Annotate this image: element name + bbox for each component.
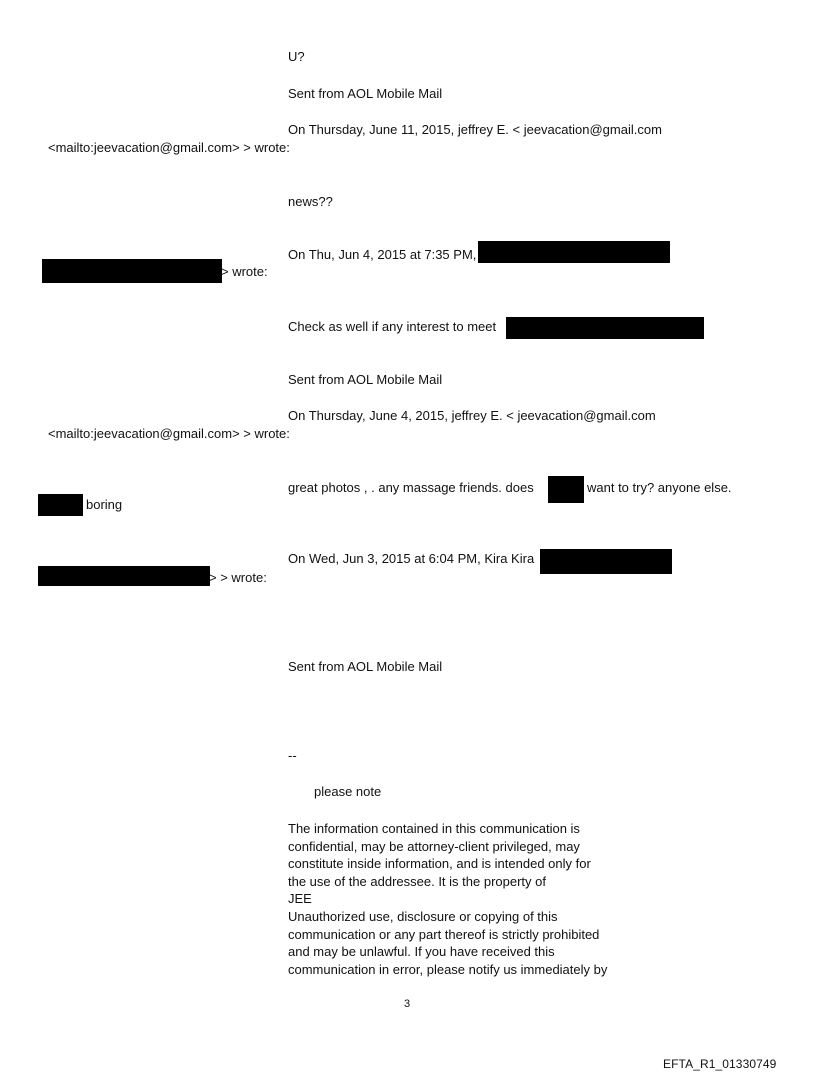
redaction-bar [38,494,83,516]
disclaimer-line: and may be unlawful. If you have received this [288,944,555,960]
message-text: great photos , . any massage friends. does [288,480,534,495]
redaction-bar [506,317,704,339]
reply-header-line: > > wrote: [209,570,267,585]
redaction-bar [42,259,222,283]
message-text: news?? [288,194,333,209]
redaction-bar [548,476,584,503]
sent-from-signature: Sent from AOL Mobile Mail [288,86,443,101]
page-number: 3 [404,998,411,1010]
document-id-footer: EFTA_R1_01330749 [663,1057,777,1071]
sent-from-signature: Sent from AOL Mobile Mail [288,659,443,674]
reply-header-line: > wrote: [221,264,268,279]
signature-separator: -- [288,748,297,763]
reply-header-line: On Wed, Jun 3, 2015 at 6:04 PM, Kira Kira [288,551,535,566]
disclaimer-line: communication in error, please notify us immediately by [288,961,608,977]
redaction-bar [540,549,672,574]
message-text: want to try? anyone else. [587,480,732,495]
message-text: U? [288,49,305,64]
reply-header-line: On Thursday, June 11, 2015, jeffrey E. < jeevacation@gmail.com [288,122,662,137]
message-text: Check as well if any interest to meet [288,319,497,334]
redaction-bar [38,566,210,586]
disclaimer-block [288,820,607,978]
redaction-bar [478,241,670,263]
message-text: boring [86,497,123,512]
reply-header-line: <mailto:jeevacation@gmail.com> > wrote: [48,426,290,441]
disclaimer-line: The information contained in this communication is [288,821,580,836]
disclaimer-line: JEE [288,891,312,907]
disclaimer-line: constitute inside information, and is intended only for [288,856,591,872]
disclaimer-line: confidential, may be attorney-client privileged, may [288,838,580,854]
reply-header-line: <mailto:jeevacation@gmail.com> > wrote: [48,140,290,155]
sent-from-signature: Sent from AOL Mobile Mail [288,372,443,387]
disclaimer-line: the use of the addressee. It is the property of [288,873,546,889]
disclaimer-heading: please note [314,784,382,799]
disclaimer-line: Unauthorized use, disclosure or copying of this [288,908,558,924]
reply-header-line: On Thursday, June 4, 2015, jeffrey E. < jeevacation@gmail.com [288,408,656,423]
reply-header-line: On Thu, Jun 4, 2015 at 7:35 PM, [288,247,477,262]
disclaimer-line: communication or any part thereof is strictly prohibited [288,926,600,942]
